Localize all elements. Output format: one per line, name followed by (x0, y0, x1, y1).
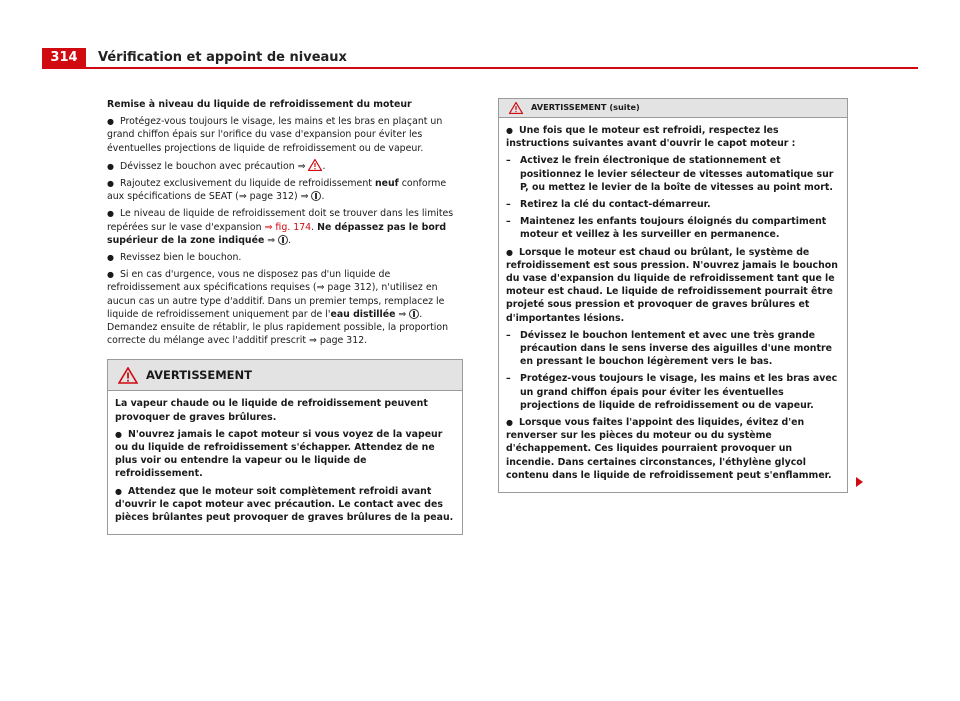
info-icon (409, 309, 419, 319)
warning-triangle-icon (118, 367, 138, 384)
warning-item (506, 416, 841, 482)
page-number: 314 (42, 48, 86, 68)
warning-header (108, 360, 462, 391)
dash-icon: – (506, 199, 511, 211)
bullet-icon: ● (115, 486, 122, 496)
list-item (107, 159, 463, 173)
left-column (107, 98, 463, 535)
figure-link[interactable]: ⇒ fig. 174 (264, 221, 312, 233)
warning-subitem-text: Activez le frein électronique de stationnement et positionnez le levier sélecteur de vitesses automatique sur P, ou mettez le levier de la boîte de vitesses au point mort. (520, 155, 834, 193)
warning-subitem (506, 215, 841, 241)
item-text-mid: conforme aux spécifications de SEAT (⇒ page 312) ⇒ (107, 178, 447, 203)
item-bold: Ne dépassez pas le bord supérieur de la zone indiquée (107, 221, 447, 246)
warning-item (506, 246, 841, 325)
bullet-icon: ● (506, 418, 513, 428)
bullet-icon: ● (107, 270, 114, 280)
item-text-mid: . (311, 221, 318, 233)
warning-subitem-text: Retirez la clé du contact-démarreur. (520, 199, 711, 211)
warning-item-text: Attendez que le moteur soit complètement refroidi avant d'ouvrir le capot moteur avec précaution. Le contact avec des pièces brûlantes peut provoquer de graves brûlures de la peau. (115, 485, 454, 524)
warning-item-text: Lorsque vous faites l'appoint des liquides, évitez d'en renverser sur les pièces du moteur ou du système d'échappement. Ces liquides pourraient provoquer un incendie. Dans certaines circonstances, l'éthylène glycol contenu dans le liquide de refroidissement peut s'enflammer. (506, 417, 832, 481)
bullet-icon: ● (506, 247, 513, 257)
warning-subitem-text: Dévissez le bouchon lentement et avec une très grande précaution dans le sens inverse des aiguilles d'une montre en pressant le bouchon légèrement vers le bas. (520, 329, 832, 368)
info-icon (278, 235, 288, 245)
bullet-icon: ● (115, 429, 122, 439)
warning-intro: La vapeur chaude ou le liquide de refroidissement peuvent provoquer de graves brûlures. (115, 398, 428, 423)
item-text: Le niveau de liquide de refroidissement doit se trouver dans les limites repérées sur le vase d'expansion (107, 208, 454, 233)
item-text-post: ⇒ (264, 234, 276, 246)
item-text-end: . (322, 160, 326, 172)
warning-subitem (506, 329, 841, 369)
item-text: Si en cas d'urgence, vous ne disposez pas d'un liquide de refroidissement aux spécifications requises (⇒ page 312), n'utilisez en aucun cas un autre type d'additif. Dans un premier temps, remplacez le liquide de refroidissement uniquement par de l' (107, 269, 445, 320)
header-rule (42, 67, 918, 69)
warning-item-text: N'ouvrez jamais le capot moteur si vous voyez de la vapeur ou du liquide de refroidissement s'échapper. Attendez de ne plus voir ou entendre la vapeur ou le liquide de refroidissement. (115, 428, 443, 480)
dash-icon: – (506, 155, 511, 167)
list-item (107, 251, 463, 264)
bullet-icon: ● (506, 126, 513, 135)
item-text: Revissez bien le bouchon. (119, 252, 242, 264)
warning-item (506, 124, 841, 150)
warning-item (115, 428, 456, 481)
warning-title: AVERTISSEMENT (146, 367, 253, 382)
section-heading: Remise à niveau du liquide de refroidissement du moteur (107, 99, 412, 110)
info-icon (311, 191, 321, 201)
item-bold: neuf (374, 178, 399, 190)
warning-body (499, 118, 847, 492)
list-item (107, 207, 463, 247)
bullet-icon: ● (107, 179, 114, 189)
warning-subitem-text: Maintenez les enfants toujours éloignés du compartiment moteur et veillez à les surveiller en permanence. (520, 216, 827, 241)
warning-subitem (506, 372, 841, 412)
warning-subitem (506, 198, 841, 211)
dash-icon: – (506, 216, 511, 228)
list-item (107, 115, 463, 155)
dash-icon: – (506, 373, 511, 385)
item-text-end: . (321, 191, 325, 203)
warning-triangle-icon (308, 159, 322, 171)
item-text: Dévissez le bouchon avec précaution ⇒ (119, 160, 306, 172)
warning-subitem (506, 154, 841, 194)
warning-box (107, 359, 463, 535)
list-item (107, 268, 463, 347)
list-item (107, 177, 463, 203)
dash-icon: – (506, 329, 511, 341)
bullet-icon: ● (107, 117, 114, 127)
bullet-icon: ● (107, 253, 114, 263)
item-text: Protégez-vous toujours le visage, les mains et les bras en plaçant un grand chiffon épais sur l'orifice du vase d'expansion pour éviter les éventuelles projections de liquide de refroidissement ou de vapeur. (107, 116, 443, 154)
warning-item-text: Une fois que le moteur est refroidi, respectez les instructions suivantes avant d'ouvrir le capot moteur : (506, 125, 796, 150)
item-text-mid: ⇒ (395, 308, 407, 320)
warning-subitem-text: Protégez-vous toujours le visage, les mains et les bras avec un grand chiffon épais pour éviter les éventuelles projections de liquide de refroidissement ou de vapeur. (520, 373, 838, 411)
warning-title: AVERTISSEMENT (suite) (531, 102, 640, 113)
warning-body (108, 391, 462, 534)
right-column (498, 98, 848, 493)
item-text: Rajoutez exclusivement du liquide de refroidissement (119, 178, 375, 190)
page-title: Vérification et appoint de niveaux (98, 50, 347, 65)
warning-item (115, 485, 456, 525)
item-text-end: . (288, 234, 292, 246)
warning-box-continued (498, 98, 848, 493)
bullet-icon: ● (107, 161, 114, 171)
warning-header (499, 99, 847, 118)
item-bold: eau distillée (330, 308, 396, 320)
bullet-icon: ● (107, 209, 114, 219)
item-text-end: . Demandez ensuite de rétablir, le plus rapidement possible, la proportion correcte du mélange avec l'additif prescrit ⇒ page 312. (107, 308, 449, 347)
warning-triangle-icon (509, 102, 523, 114)
warning-item-text: Lorsque le moteur est chaud ou brûlant, le système de refroidissement est sous pression. N'ouvrez jamais le bouchon du vase d'expansion du liquide de refroidissement tant que le moteur est chaud. Le liquide de refroidissement pourrait être projeté sous pression et provoquer de graves brûlures et d'importantes lésions. (506, 246, 838, 324)
continue-arrow-icon (856, 477, 863, 487)
